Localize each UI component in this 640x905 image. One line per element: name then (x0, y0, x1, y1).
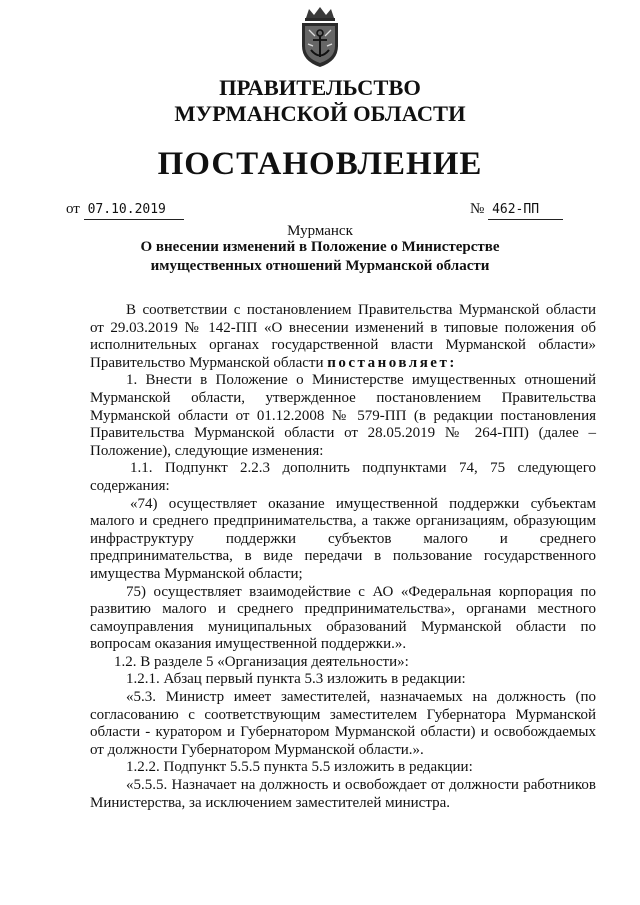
paragraph (90, 302, 596, 372)
document-type: ПОСТАНОВЛЕНИЕ (157, 146, 483, 182)
document-date: 07.10.2019 (84, 201, 184, 220)
paragraph: 1.2. В разделе 5 «Организация деятельности»: (114, 653, 409, 670)
paragraph: 1. Внести в Положение о Министерстве имущественных отношений Мурманской области, утвержденное постановлением Правительства Мурманской области от 01.12.2008 № 579-ПП (в редакции постановления Правительства Мурманской области от 28.05.2019 № 264-ПП) (далее – Положение), следующие изменения: (90, 372, 596, 459)
document-number: 462-ПП (488, 201, 563, 220)
paragraph: 1.1. Подпункт 2.2.3 дополнить подпунктами 74, 75 следующего содержания: (90, 460, 596, 494)
paragraph: 1.2.1. Абзац первый пункта 5.3 изложить в редакции: (126, 671, 466, 688)
issuing-authority (0, 75, 640, 127)
date-line (66, 200, 184, 220)
paragraph: «74) осуществляет оказание имущественной поддержки субъектам малого и среднего предпринимательства, а также организациям, образующим инфраструктуру поддержки субъектов малого и среднего предпринимательства, в виде передачи в пользование государственного имущества Мурманской области; (90, 495, 596, 582)
paragraph: 75) осуществляет взаимодействие с АО «Федеральная корпорация по развитию малого и среднего предпринимательства», органами местного самоуправления муниципальных образований Мурманской области по вопросам оказания имущественной поддержки.». (90, 583, 596, 653)
number-prefix: № (470, 201, 485, 217)
date-prefix: от (66, 201, 80, 217)
paragraph: «5.5.5. Назначает на должность и освобождает от должности работников Министерства, за исключением заместителей министра. (90, 777, 596, 811)
resolves-keyword: постановляет: (327, 354, 457, 371)
paragraph: 1.2.2. Подпункт 5.5.5 пункта 5.5 изложить в редакции: (126, 759, 473, 776)
paragraph-text: В соответствии с постановлением Правительства Мурманской области от 29.03.2019 № 142-ПП «О внесении изменений в типовые положения об исполнительных органах государственной власти Мурманской области» Правительство Мурманской области (90, 302, 596, 371)
number-line (470, 200, 563, 220)
city: Мурманск (287, 223, 353, 239)
paragraph: «5.3. Министр имеет заместителей, назначаемых на должность (по согласованию с соответствующим заместителем Губернатора Мурманской области - куратором и Губернатором Мурманской области) и освобождаемых от должности Губернатором Мурманской области.». (90, 689, 596, 758)
coat-of-arms-icon (297, 6, 343, 68)
document-title: О внесении изменений в Положение о Министерстве имущественных отношений Мурманской области (140, 239, 500, 274)
authority-line-2: МУРМАНСКОЙ ОБЛАСТИ (174, 101, 466, 126)
authority-line-1: ПРАВИТЕЛЬСТВО (219, 75, 421, 100)
document-body (90, 302, 596, 812)
